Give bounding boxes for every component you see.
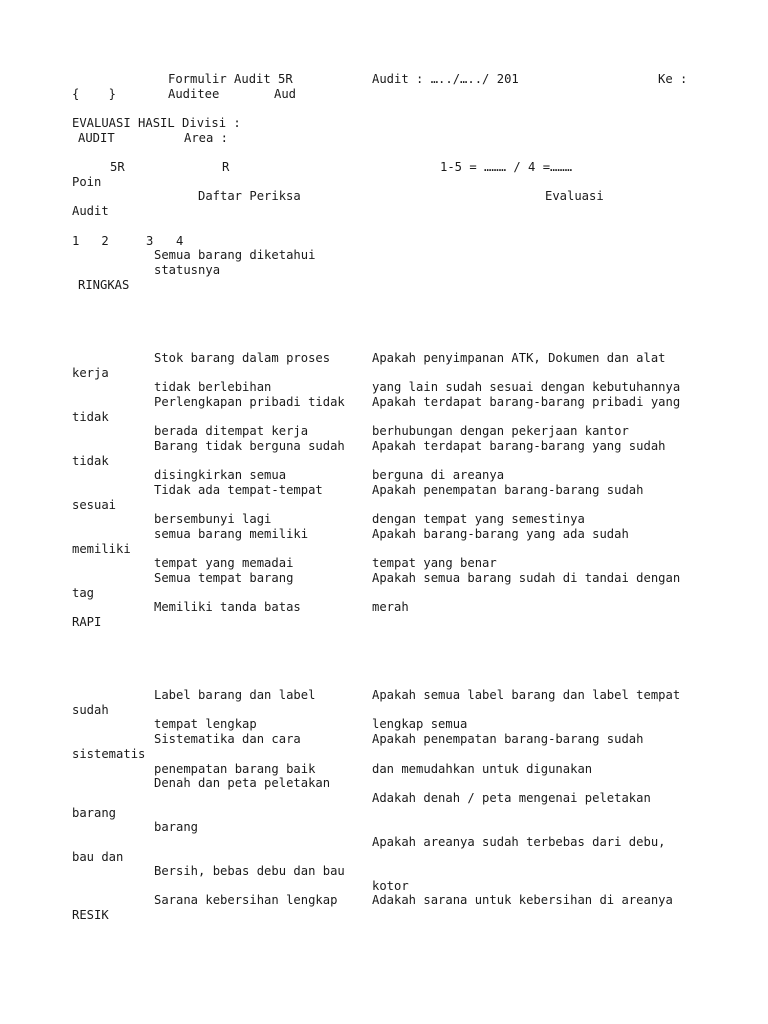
evaluasi-hasil-label: EVALUASI HASIL Divisi : — [72, 116, 241, 130]
checklist-item: Perlengkapan pribadi tidak — [154, 395, 345, 409]
column-number-3: 3 — [146, 234, 154, 248]
checklist-item: semua barang memiliki — [154, 527, 309, 541]
section-resik: RESIK — [72, 908, 109, 922]
wrapped-word: sesuai — [72, 498, 117, 512]
checklist-item: tidak berlebihan — [154, 380, 272, 394]
daftar-periksa-header: Daftar Periksa — [198, 189, 301, 203]
wrapped-word: sistematis — [72, 747, 146, 761]
audit-date: Audit : …../…../ 201 — [372, 72, 519, 86]
poin-label: Poin — [72, 175, 102, 189]
evaluation-question: Adakah sarana untuk kebersihan di areanya — [372, 893, 673, 907]
wrapped-word: kerja — [72, 366, 109, 380]
checklist-item: Sistematika dan cara — [154, 732, 301, 746]
audit-word: Audit — [72, 204, 109, 218]
evaluation-question: Adakah denah / peta mengenai peletakan — [372, 791, 651, 805]
audit-label: AUDIT — [78, 131, 115, 145]
checklist-item: Tidak ada tempat-tempat — [154, 483, 323, 497]
wrapped-word: memiliki — [72, 542, 131, 556]
checklist-item: tempat lengkap — [154, 717, 257, 731]
checklist-item: Barang tidak berguna sudah — [154, 439, 345, 453]
checklist-item: Stok barang dalam proses — [154, 351, 331, 365]
evaluation-question: Apakah penempatan barang-barang sudah — [372, 732, 644, 746]
evaluation-question: lengkap semua — [372, 717, 468, 731]
evaluation-question: tempat yang benar — [372, 556, 497, 570]
evaluation-question: merah — [372, 600, 409, 614]
checklist-item: statusnya — [154, 263, 221, 277]
evaluation-question: dan memudahkan untuk digunakan — [372, 762, 593, 776]
area-label: Area : — [184, 131, 229, 145]
auditee-label: Auditee — [168, 87, 220, 101]
wrapped-word: sudah — [72, 703, 109, 717]
wrapped-word: barang — [72, 806, 117, 820]
checklist-item: barang — [154, 820, 199, 834]
checklist-item: Semua barang diketahui — [154, 248, 316, 262]
checklist-item: Semua tempat barang — [154, 571, 294, 585]
evaluation-question: Apakah penempatan barang-barang sudah — [372, 483, 644, 497]
section-ringkas: RINGKAS — [78, 278, 130, 292]
checklist-item: Label barang dan label — [154, 688, 316, 702]
checklist-item: Denah dan peta peletakan — [154, 776, 331, 790]
r-label: R — [222, 160, 230, 174]
evaluation-question: berhubungan dengan pekerjaan kantor — [372, 424, 629, 438]
wrapped-word: tidak — [72, 410, 109, 424]
column-number-4: 4 — [176, 234, 184, 248]
evaluation-question: Apakah barang-barang yang ada sudah — [372, 527, 629, 541]
evaluation-question: Apakah terdapat barang-barang yang sudah — [372, 439, 666, 453]
checklist-item: penempatan barang baik — [154, 762, 316, 776]
evaluation-question: Apakah semua label barang dan label tempat — [372, 688, 681, 702]
checklist-item: Sarana kebersihan lengkap — [154, 893, 338, 907]
checklist-item: bersembunyi lagi — [154, 512, 272, 526]
checklist-item: Bersih, bebas debu dan bau — [154, 864, 345, 878]
evaluation-question: Apakah penyimpanan ATK, Dokumen dan alat — [372, 351, 666, 365]
evaluation-question: Apakah terdapat barang-barang pribadi yang — [372, 395, 681, 409]
wrapped-word: bau dan — [72, 850, 124, 864]
braces-placeholder: { } — [72, 87, 117, 101]
evaluation-question: Apakah semua barang sudah di tandai dengan — [372, 571, 681, 585]
evaluation-question: dengan tempat yang semestinya — [372, 512, 585, 526]
aud-label: Aud — [274, 87, 297, 101]
score-formula: 1-5 = ……… / 4 =……… — [440, 160, 573, 174]
evaluation-question: berguna di areanya — [372, 468, 505, 482]
checklist-item: tempat yang memadai — [154, 556, 294, 570]
checklist-item: disingkirkan semua — [154, 468, 287, 482]
evaluasi-header: Evaluasi — [545, 189, 604, 203]
wrapped-word: tag — [72, 586, 95, 600]
evaluation-question: Apakah areanya sudah terbebas dari debu, — [372, 835, 666, 849]
fiver-label: 5R — [110, 160, 125, 174]
wrapped-word: tidak — [72, 454, 109, 468]
evaluation-question: kotor — [372, 879, 409, 893]
column-numbers-1-2: 1 2 — [72, 234, 109, 248]
evaluation-question: yang lain sudah sesuai dengan kebutuhannya — [372, 380, 681, 394]
form-title: Formulir Audit 5R — [168, 72, 293, 86]
section-rapi: RAPI — [72, 615, 102, 629]
checklist-item: Memiliki tanda batas — [154, 600, 301, 614]
ke-label: Ke : — [658, 72, 688, 86]
checklist-item: berada ditempat kerja — [154, 424, 309, 438]
